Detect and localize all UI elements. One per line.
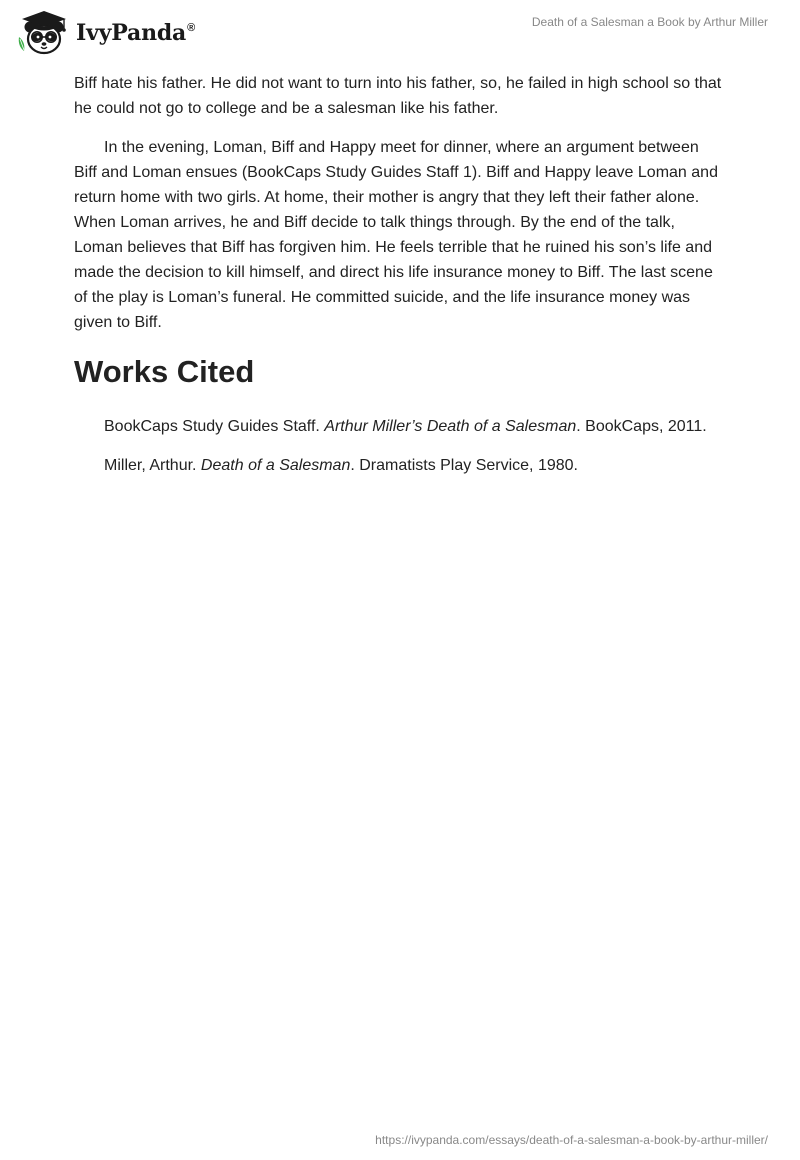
citation-title: Death of a Salesman xyxy=(200,457,351,474)
essay-content xyxy=(74,71,726,492)
brand-name: IvyPanda® xyxy=(76,20,196,46)
citation-publisher: . BookCaps, 2011. xyxy=(576,418,707,435)
registered-mark: ® xyxy=(187,22,196,34)
body-paragraph: In the evening, Loman, Biff and Happy meet for dinner, where an argument between Biff and Loman ensues (BookCaps Study Guides Staff 1). Biff and Happy leave Loman and return home with two girls. At home, their mother is angry that they left their father alone. When Loman arrives, he and Biff decide to talk things through. By the end of the talk, Loman believes that Biff has forgiven him. He feels terrible that he ruined his son’s life and made the decision to kill himself, and direct his life insurance money to Biff. The last scene of the play is Loman’s funeral. He committed suicide, and the life insurance money was given to Biff. xyxy=(74,139,718,331)
citation-entry xyxy=(74,453,726,478)
citation-author: Miller, Arthur. xyxy=(104,457,201,474)
document-title: Death of a Salesman a Book by Arthur Miller xyxy=(531,15,768,29)
citation-publisher: . Dramatists Play Service, 1980. xyxy=(350,457,578,474)
body-paragraph: Biff hate his father. He did not want to turn into his father, so, he failed in high school so that he could not go to college and be a salesman like his father. xyxy=(74,75,722,117)
page-header xyxy=(0,0,800,64)
panda-graduation-cap-icon xyxy=(16,8,72,56)
citation-title: Arthur Miller’s Death of a Salesman xyxy=(324,418,577,435)
citation-entry xyxy=(74,414,726,439)
citation-author: BookCaps Study Guides Staff. xyxy=(104,418,325,435)
works-cited-heading: Works Cited xyxy=(74,354,255,389)
source-url-link[interactable]: https://ivypanda.com/essays/death-of-a-salesman-a-book-by-arthur-miller/ xyxy=(375,1133,768,1147)
ivypanda-logo[interactable] xyxy=(16,8,195,56)
